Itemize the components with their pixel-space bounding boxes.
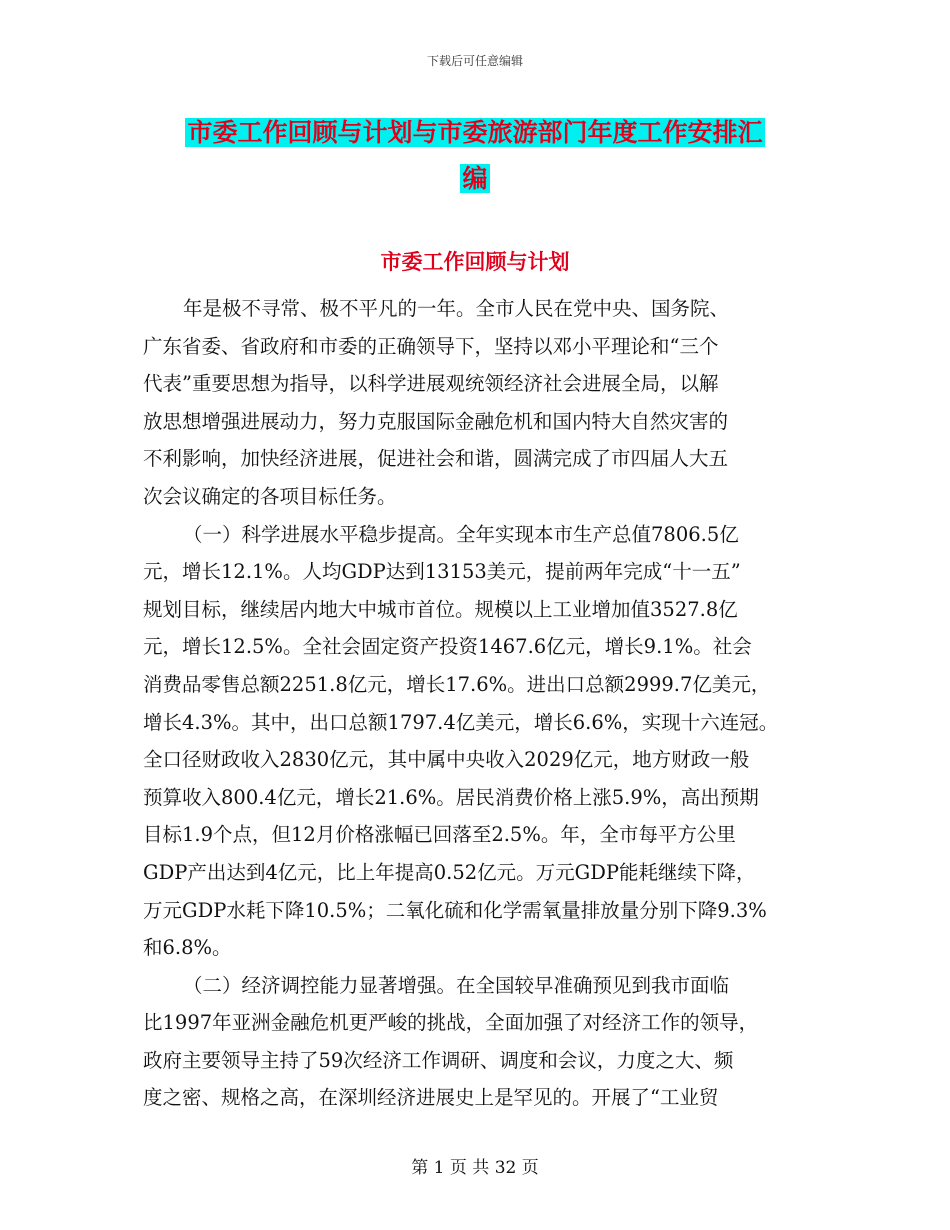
paragraph-line: （一）科学进展水平稳步提高。全年实现本市生产总值7806.5亿 — [183, 522, 739, 546]
page-header-note: 下载后可任意编辑 — [426, 54, 523, 68]
paragraph-line: 比1997年亚洲金融危机更严峻的挑战，全面加强了对经济工作的领导， — [143, 1011, 759, 1035]
section-heading: 市委工作回顾与计划 — [380, 249, 570, 274]
document-body — [143, 290, 823, 1117]
page-footer: 第 1 页 共 32 页 — [411, 1158, 539, 1178]
title-line-2: 编 — [462, 164, 488, 193]
paragraph-line: 目标1.9个点，但12月价格涨幅已回落至2.5%。年，全市每平方公里 — [143, 823, 736, 847]
paragraph-line: 和6.8%。 — [143, 936, 232, 960]
paragraph-line: 广东省委、省政府和市委的正确领导下，坚持以邓小平理论和“三个 — [143, 334, 719, 358]
paragraph-line: 万元GDP水耗下降10.5%；二氧化硫和化学需氧量排放量分别下降9.3% — [143, 898, 767, 922]
paragraph-line: 消费品零售总额2251.8亿元，增长17.6%。进出口总额2999.7亿美元， — [143, 672, 771, 696]
paragraph — [143, 516, 823, 967]
paragraph-line: 增长4.3%。其中，出口总额1797.4亿美元，增长6.6%，实现十六连冠。 — [143, 710, 779, 734]
paragraph-line: 不利影响，加快经济进展，促进社会和谐，圆满完成了市四届人大五 — [143, 447, 729, 471]
paragraph — [143, 967, 823, 1117]
paragraph-line: 元，增长12.1%。人均GDP达到13153美元，提前两年完成“十一五” — [143, 560, 741, 584]
paragraph-line: 政府主要领导主持了59次经济工作调研、调度和会议，力度之大、频 — [143, 1048, 734, 1072]
paragraph-line: 规划目标，继续居内地大中城市首位。规模以上工业增加值3527.8亿 — [143, 597, 738, 621]
paragraph-line: 全口径财政收入2830亿元，其中属中央收入2029亿元，地方财政一般 — [143, 748, 750, 772]
document-title — [0, 110, 950, 202]
paragraph-line: GDP产出达到4亿元，比上年提高0.52亿元。万元GDP能耗继续下降， — [143, 860, 756, 884]
paragraph-line: 预算收入800.4亿元，增长21.6%。居民消费价格上涨5.9%，高出预期 — [143, 785, 759, 809]
paragraph-line: （二）经济调控能力显著增强。在全国较早准确预见到我市面临 — [183, 973, 730, 997]
paragraph-line: 次会议确定的各项目标任务。 — [143, 484, 397, 508]
paragraph — [143, 290, 823, 516]
paragraph-line: 代表”重要思想为指导，以科学进展观统领经济社会进展全局，以解 — [143, 372, 719, 396]
paragraph-line: 放思想增强进展动力，努力克服国际金融危机和国内特大自然灾害的 — [143, 409, 729, 433]
paragraph-line: 年是极不寻常、极不平凡的一年。全市人民在党中央、国务院、 — [183, 297, 730, 320]
paragraph-line: 元，增长12.5%。全社会固定资产投资1467.6亿元，增长9.1%。社会 — [143, 635, 752, 659]
paragraph-line: 度之密、规格之高，在深圳经济进展史上是罕见的。开展了“工业贸 — [143, 1086, 719, 1110]
title-line-1: 市委工作回顾与计划与市委旅游部门年度工作安排汇 — [187, 118, 763, 147]
